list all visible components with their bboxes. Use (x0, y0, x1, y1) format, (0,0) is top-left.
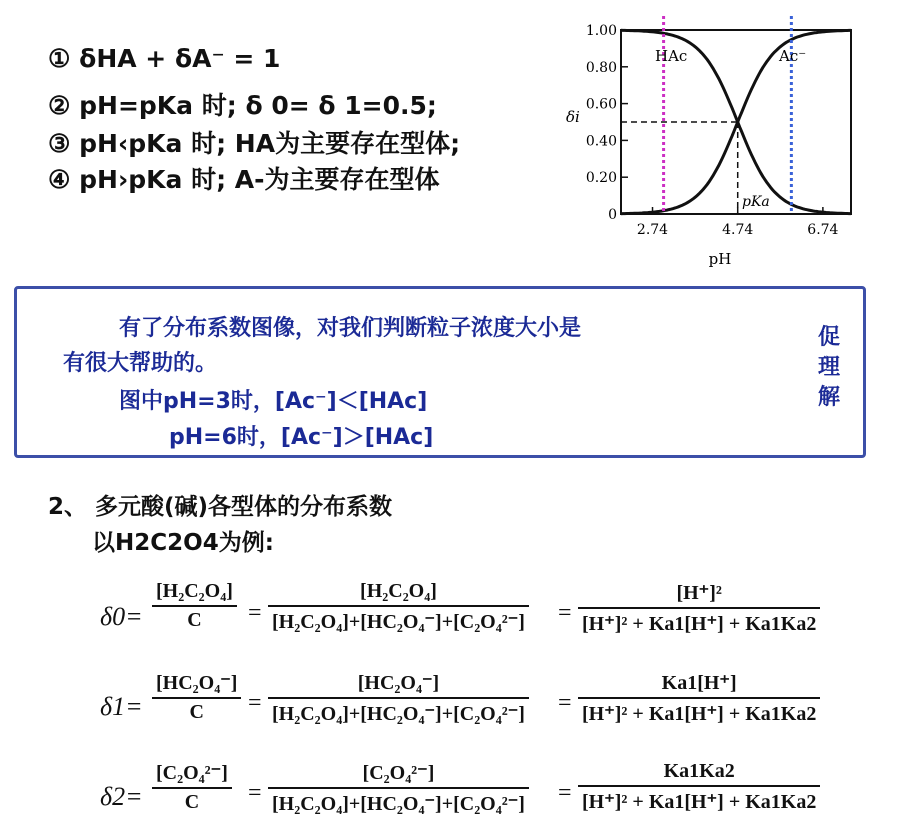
list-item-4 (48, 160, 440, 196)
numerator: [C₂O₄²⁻] (156, 762, 228, 784)
list-marker: ① (48, 44, 71, 73)
x-axis-label: pH (708, 250, 732, 268)
section-subheading: 以H2C2O4为例: (92, 530, 274, 556)
equals-sign: = (558, 690, 572, 716)
y-tick-label: 0 (608, 207, 617, 223)
x-tick-label: 4.74 (722, 222, 754, 238)
callout-line-1: 有了分布系数图像，对我们判断粒子浓度大小是 (119, 316, 582, 341)
fraction-2 (268, 670, 529, 726)
numerator: Ka1[H⁺] (661, 672, 737, 694)
denominator: C (152, 787, 232, 814)
equals-sign: = (558, 600, 572, 626)
y-tick-label: 0.60 (585, 96, 617, 113)
list-text: pH›pKa 时; A-为主要存在型体 (79, 165, 440, 194)
equals-sign: = (248, 690, 262, 716)
list-item-1 (48, 44, 280, 73)
callout-side-label (814, 323, 844, 413)
equals-sign: = (248, 600, 262, 626)
side-char: 促 (817, 325, 840, 350)
legend-label-ac: Ac⁻ (779, 47, 807, 65)
callout-line-3: 图中pH=3时，[Ac⁻]＜[HAc] (119, 389, 428, 414)
numerator: [HC₂O₄⁻] (156, 672, 238, 694)
list-text: pH=pKa 时; δ 0= δ 1=0.5; (79, 91, 437, 120)
side-char: 解 (817, 385, 840, 410)
distribution-chart (540, 10, 870, 272)
fraction-3 (578, 580, 820, 636)
callout-line-2: 有很大帮助的。 (63, 351, 218, 376)
numerator: [H₂C₂O₄] (156, 580, 233, 602)
pka-annotation: pKa (742, 194, 770, 210)
numerator: Ka1Ka2 (663, 760, 735, 782)
callout-line-4: pH=6时，[Ac⁻]＞[HAc] (169, 425, 434, 450)
list-marker: ④ (48, 165, 71, 194)
x-tick-label: 2.74 (636, 222, 669, 238)
list-item-3 (48, 124, 460, 160)
fraction-2 (268, 760, 529, 816)
x-tick-label: 6.74 (807, 222, 839, 238)
denominator: [H⁺]² + Ka1[H⁺] + Ka1Ka2 (578, 607, 820, 636)
fraction-1 (152, 760, 232, 814)
denominator: [H₂C₂O₄]+[HC₂O₄⁻]+[C₂O₄²⁻] (268, 605, 529, 634)
equals-sign: = (558, 780, 572, 806)
equation-lhs: δ0= (100, 602, 143, 631)
callout-box (14, 286, 866, 458)
fraction-3 (578, 760, 820, 814)
side-char: 理 (817, 355, 840, 380)
numerator: [H⁺]² (676, 582, 722, 604)
fraction-1 (152, 670, 241, 724)
fraction-3 (578, 670, 820, 726)
y-tick-label: 0.80 (585, 59, 617, 76)
equation-lhs: δ2= (100, 782, 143, 811)
list-marker: ② (48, 91, 71, 120)
y-tick-label: 1.00 (585, 23, 617, 39)
numerator: [H₂C₂O₄] (360, 580, 437, 602)
list-text: δHA + δA⁻ = 1 (79, 44, 281, 73)
y-tick-label: 0.20 (585, 170, 617, 187)
fraction-2 (268, 580, 529, 634)
numerator: [C₂O₄²⁻] (362, 762, 435, 784)
legend-label-hac: HAc (655, 47, 688, 65)
fraction-1 (152, 580, 237, 632)
denominator: C (152, 605, 237, 632)
denominator: [H₂C₂O₄]+[HC₂O₄⁻]+[C₂O₄²⁻] (268, 697, 529, 726)
denominator: [H₂C₂O₄]+[HC₂O₄⁻]+[C₂O₄²⁻] (268, 787, 529, 816)
list-item-2 (48, 86, 437, 122)
denominator: C (152, 697, 241, 724)
list-text: pH‹pKa 时; HA为主要存在型体; (79, 129, 461, 158)
numerator: [HC₂O₄⁻] (357, 672, 440, 694)
equation-lhs: δ1= (100, 692, 143, 721)
equals-sign: = (248, 780, 262, 806)
denominator: [H⁺]² + Ka1[H⁺] + Ka1Ka2 (578, 697, 820, 726)
denominator: [H⁺]² + Ka1[H⁺] + Ka1Ka2 (578, 785, 820, 814)
y-axis-label: δi (566, 108, 580, 126)
section-heading: 2、 多元酸(碱)各型体的分布系数 (48, 494, 393, 520)
y-tick-label: 0.40 (585, 133, 617, 150)
list-marker: ③ (48, 129, 71, 158)
